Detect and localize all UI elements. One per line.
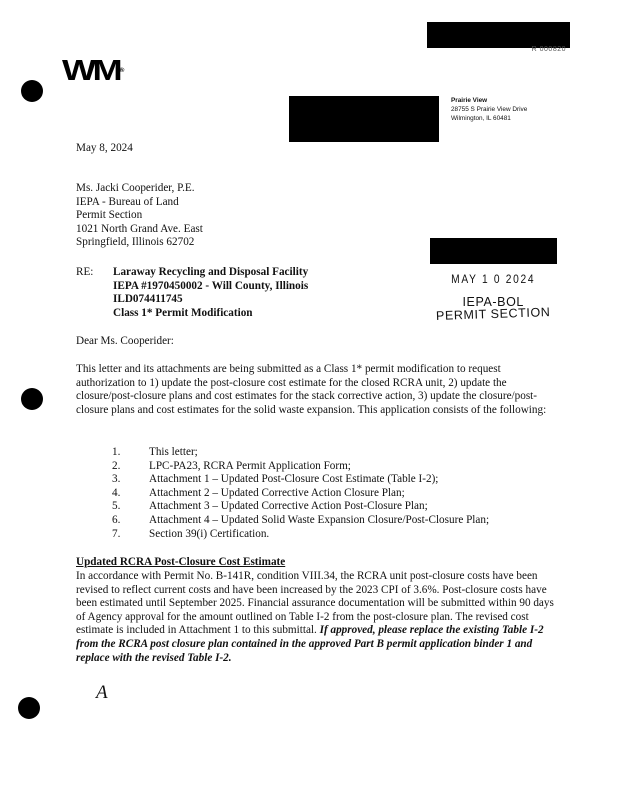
re-label: RE:: [76, 266, 94, 278]
recipient-line: Permit Section: [76, 209, 143, 222]
recipient-line: Springfield, Illinois 62702: [76, 236, 195, 249]
re-line: IEPA #1970450002 - Will County, Illinois: [113, 279, 309, 292]
stamp-date: MAY 1 0 2024: [451, 272, 536, 286]
punch-hole-top: [21, 80, 43, 102]
punch-hole-middle: [21, 388, 43, 410]
re-subject: [113, 266, 308, 320]
stamp-section: PERMIT SECTION: [435, 305, 551, 323]
section-heading: Updated RCRA Post-Closure Cost Estimate: [76, 556, 286, 568]
bates-number: R 000820: [531, 46, 566, 53]
recipient-address: [76, 182, 203, 250]
stamp-org: IEPA-BOL: [462, 295, 524, 309]
list-item: 7. Section 39(i) Certification.: [112, 527, 270, 540]
redaction-box-top: [427, 22, 570, 48]
intro-paragraph: This letter and its attachments are being submitted as a Class 1* permit modification to request authorization to 1) update the post-closure cost estimate for the closed RCRA unit, 2) update the closure/post-closure plans and cost estimates for the stack corrective action, 3) update the closure/post-closure plans and cost estimates for the solid waste expansion. This application consists of the following:: [76, 363, 547, 416]
list-item: 6. Attachment 4 – Updated Solid Waste Expansion Closure/Post-Closure Plan;: [112, 513, 490, 526]
re-line: Class 1* Permit Modification: [113, 306, 253, 319]
punch-hole-bottom: [18, 697, 40, 719]
sender-address: [451, 96, 527, 123]
section-paragraph: [76, 570, 562, 665]
list-item: 3. Attachment 1 – Updated Post-Closure Cost Estimate (Table I-2);: [112, 473, 439, 486]
received-stamp: [435, 272, 551, 323]
list-item: 2. LPC-PA23, RCRA Permit Application Form;: [112, 459, 351, 472]
redaction-box-middle: [289, 96, 439, 142]
section-body: In accordance with Permit No. B-141R, condition VIII.34, the RCRA unit post-closure costs have been revised to reflect current costs and have been increased by the 2023 CPI of 3.6%. Post-closure costs have been estimated until September 2025. Financial assurance documentation will be submitted within 90 days of Agency approval for the amount outlined on Table I-2 from the post-closure plan. The revised cost estimate is included in Attachment 1 to this submittal.: [76, 570, 554, 637]
handwritten-initial: A: [96, 682, 108, 703]
recipient-line: 1021 North Grand Ave. East: [76, 222, 203, 235]
attachment-list: [112, 446, 489, 541]
salutation: Dear Ms. Cooperider:: [76, 335, 174, 347]
sender-street: 28755 S Prairie View Drive: [451, 106, 528, 113]
list-item: 5. Attachment 3 – Updated Corrective Action Post-Closure Plan;: [112, 500, 428, 513]
list-item: 1. This letter;: [112, 446, 198, 458]
recipient-line: IEPA - Bureau of Land: [76, 195, 179, 208]
section-emphasis: If approved, please replace the existing Table I-2 from the RCRA post closure plan contained in the approved Part B permit application binder 1 and replace with the revised Table I-2.: [76, 624, 544, 664]
wm-logo: WM®: [62, 55, 125, 87]
sender-name: Prairie View: [451, 97, 488, 104]
re-line: Laraway Recycling and Disposal Facility: [113, 266, 309, 278]
letter-date: May 8, 2024: [76, 142, 133, 154]
recipient-line: Ms. Jacki Cooperider, P.E.: [76, 182, 195, 194]
re-line: ILD074411745: [113, 293, 183, 306]
sender-city: Wilmington, IL 60481: [451, 115, 511, 122]
list-item: 4. Attachment 2 – Updated Corrective Action Closure Plan;: [112, 486, 405, 499]
redaction-box-stamp: [430, 238, 557, 264]
